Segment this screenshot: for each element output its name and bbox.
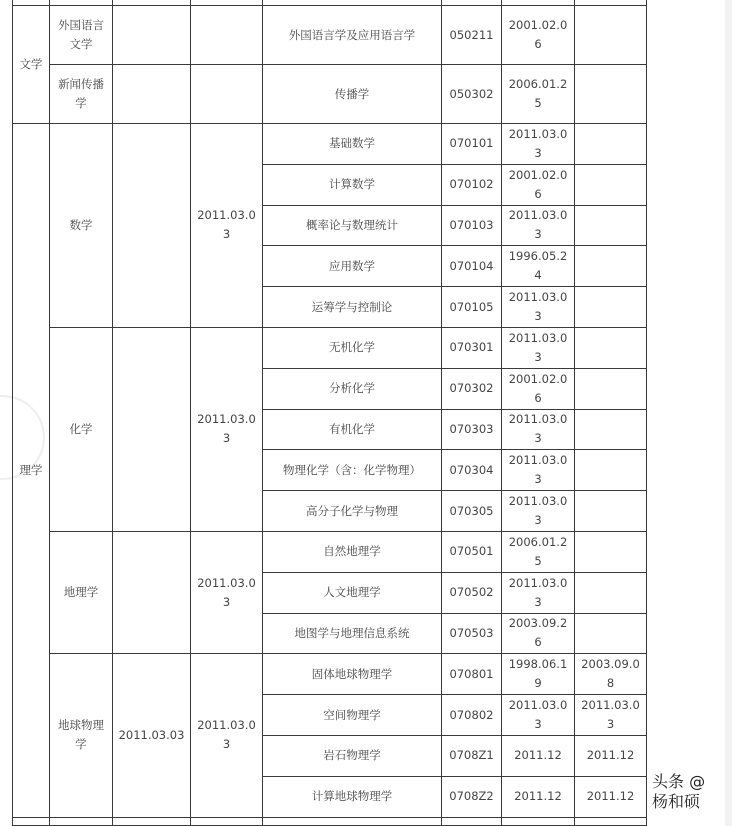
major-date-cell: 2011.03.03 xyxy=(502,450,575,491)
major-date2-cell xyxy=(575,368,647,409)
major-code-cell: 070105 xyxy=(442,287,502,328)
major-name-cell: 计算数学 xyxy=(263,164,442,205)
empty-cell xyxy=(502,817,575,825)
major-date-cell: 2011.03.03 xyxy=(502,409,575,450)
major-code-cell: 070101 xyxy=(442,124,502,165)
major-date2-cell xyxy=(575,205,647,246)
category-cell: 理学 xyxy=(13,124,50,818)
major-name-cell: 分析化学 xyxy=(263,368,442,409)
major-code-cell: 070301 xyxy=(442,327,502,368)
major-code-cell: 070801 xyxy=(442,654,502,695)
major-name-cell: 固体地球物理学 xyxy=(263,654,442,695)
major-date2-cell: 2011.12 xyxy=(575,735,647,776)
doctoral-date-cell xyxy=(113,531,191,653)
major-date-cell: 2011.03.03 xyxy=(502,205,575,246)
discipline-cell: 新闻传播学 xyxy=(50,65,113,124)
doctoral-date-cell xyxy=(113,6,191,65)
empty-cell xyxy=(50,817,113,825)
major-name-cell: 基础数学 xyxy=(263,124,442,165)
major-name-cell: 外国语言学及应用语言学 xyxy=(263,6,442,65)
master-date-cell: 2011.03.03 xyxy=(191,124,263,328)
table-row xyxy=(13,327,647,368)
doctoral-date-cell xyxy=(113,65,191,124)
major-name-cell: 应用数学 xyxy=(263,246,442,287)
major-date-cell: 1996.05.24 xyxy=(502,246,575,287)
major-name-cell: 自然地理学 xyxy=(263,531,442,572)
major-date2-cell: 2003.09.08 xyxy=(575,654,647,695)
major-code-cell: 070302 xyxy=(442,368,502,409)
empty-cell xyxy=(575,817,647,825)
empty-cell xyxy=(113,817,191,825)
table-row xyxy=(13,65,647,124)
major-date-cell: 2001.02.06 xyxy=(502,164,575,205)
discipline-cell: 外国语言文学 xyxy=(50,6,113,65)
master-date-cell xyxy=(191,65,263,124)
major-name-cell: 有机化学 xyxy=(263,409,442,450)
major-date-cell: 2001.02.06 xyxy=(502,368,575,409)
major-date2-cell xyxy=(575,572,647,613)
major-name-cell: 传播学 xyxy=(263,65,442,124)
major-code-cell: 050211 xyxy=(442,6,502,65)
major-code-cell: 070103 xyxy=(442,205,502,246)
table-row xyxy=(13,124,647,165)
major-date-cell: 2006.01.25 xyxy=(502,65,575,124)
major-date-cell: 2011.03.03 xyxy=(502,572,575,613)
major-name-cell: 空间物理学 xyxy=(263,695,442,736)
major-date2-cell: 2011.12 xyxy=(575,776,647,817)
major-date-cell: 1998.06.19 xyxy=(502,654,575,695)
major-name-cell: 地图学与地理信息系统 xyxy=(263,613,442,654)
major-date-cell: 2011.12 xyxy=(502,776,575,817)
master-date-cell: 2011.03.03 xyxy=(191,654,263,817)
table-row xyxy=(13,654,647,695)
major-date2-cell xyxy=(575,409,647,450)
major-date-cell: 2011.03.03 xyxy=(502,327,575,368)
major-code-cell: 070501 xyxy=(442,531,502,572)
scrollbar-track[interactable] xyxy=(725,0,732,826)
major-code-cell: 070102 xyxy=(442,164,502,205)
major-code-cell: 0708Z2 xyxy=(442,776,502,817)
major-date2-cell xyxy=(575,246,647,287)
major-date2-cell xyxy=(575,124,647,165)
discipline-cell: 数学 xyxy=(50,124,113,328)
table-row xyxy=(13,6,647,65)
major-date-cell: 2011.03.03 xyxy=(502,695,575,736)
major-date2-cell xyxy=(575,613,647,654)
major-date-cell: 2006.01.25 xyxy=(502,531,575,572)
table-row xyxy=(13,531,647,572)
major-date2-cell xyxy=(575,450,647,491)
major-name-cell: 计算地球物理学 xyxy=(263,776,442,817)
major-date2-cell xyxy=(575,327,647,368)
major-date2-cell xyxy=(575,6,647,65)
major-name-cell: 物理化学（含：化学物理） xyxy=(263,450,442,491)
major-date2-cell: 2011.03.03 xyxy=(575,695,647,736)
doctoral-date-cell: 2011.03.03 xyxy=(113,654,191,817)
master-date-cell xyxy=(191,6,263,65)
empty-cell xyxy=(263,817,442,825)
major-date2-cell xyxy=(575,491,647,532)
major-date2-cell xyxy=(575,164,647,205)
discipline-cell: 地球物理学 xyxy=(50,654,113,817)
major-code-cell: 070303 xyxy=(442,409,502,450)
major-code-cell: 050302 xyxy=(442,65,502,124)
major-name-cell: 岩石物理学 xyxy=(263,735,442,776)
major-code-cell: 070305 xyxy=(442,491,502,532)
major-code-cell: 0708Z1 xyxy=(442,735,502,776)
major-name-cell: 运筹学与控制论 xyxy=(263,287,442,328)
major-date2-cell xyxy=(575,287,647,328)
major-code-cell: 070503 xyxy=(442,613,502,654)
empty-cell xyxy=(442,817,502,825)
category-cell: 文学 xyxy=(13,6,50,124)
major-date-cell: 2011.03.03 xyxy=(502,124,575,165)
major-date-cell: 2011.12 xyxy=(502,735,575,776)
major-code-cell: 070502 xyxy=(442,572,502,613)
master-date-cell: 2011.03.03 xyxy=(191,327,263,531)
major-date2-cell xyxy=(575,531,647,572)
major-name-cell: 无机化学 xyxy=(263,327,442,368)
major-name-cell: 高分子化学与物理 xyxy=(263,491,442,532)
major-name-cell: 概率论与数理统计 xyxy=(263,205,442,246)
major-code-cell: 070802 xyxy=(442,695,502,736)
empty-cell xyxy=(13,817,50,825)
discipline-table xyxy=(12,0,647,826)
watermark: 头条 @杨和硕 xyxy=(652,772,706,811)
major-code-cell: 070304 xyxy=(442,450,502,491)
discipline-cell: 化学 xyxy=(50,327,113,531)
master-date-cell: 2011.03.03 xyxy=(191,531,263,653)
major-date-cell: 2011.03.03 xyxy=(502,287,575,328)
major-date2-cell xyxy=(575,65,647,124)
major-code-cell: 070104 xyxy=(442,246,502,287)
discipline-cell: 地理学 xyxy=(50,531,113,653)
major-date-cell: 2001.02.06 xyxy=(502,6,575,65)
major-name-cell: 人文地理学 xyxy=(263,572,442,613)
empty-cell xyxy=(191,817,263,825)
doctoral-date-cell xyxy=(113,327,191,531)
partial-bottom-row xyxy=(13,817,647,825)
major-date-cell: 2003.09.26 xyxy=(502,613,575,654)
major-date-cell: 2011.03.03 xyxy=(502,491,575,532)
doctoral-date-cell xyxy=(113,124,191,328)
